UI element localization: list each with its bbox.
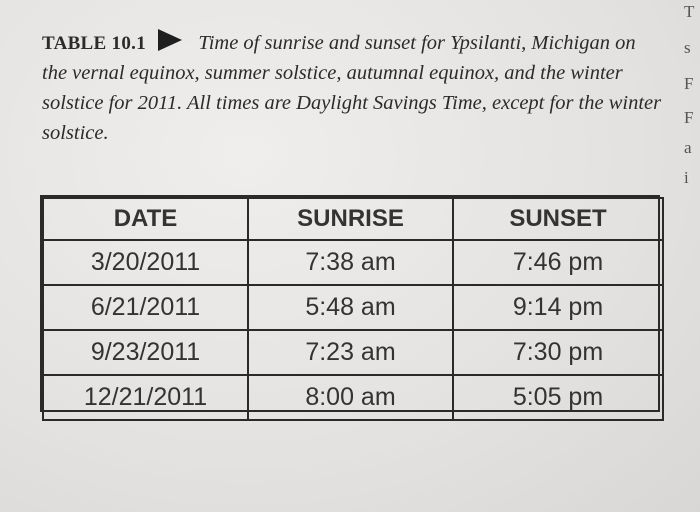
- right-triangle-icon: [158, 29, 182, 51]
- margin-fragment: a: [684, 138, 692, 157]
- cell-date: 12/21/2011: [43, 375, 248, 420]
- cell-sunset: 9:14 pm: [453, 285, 663, 330]
- table-row: [43, 375, 663, 420]
- cell-date: 6/21/2011: [43, 285, 248, 330]
- margin-fragment: F: [684, 108, 694, 127]
- header-date: DATE: [43, 198, 248, 240]
- cell-sunrise: 7:38 am: [248, 240, 453, 285]
- cell-sunset: 7:46 pm: [453, 240, 663, 285]
- cell-date: 9/23/2011: [43, 330, 248, 375]
- cell-sunrise: 7:23 am: [248, 330, 453, 375]
- margin-fragment: F: [684, 74, 694, 93]
- header-sunrise: SUNRISE: [248, 198, 453, 240]
- cell-sunrise: 5:48 am: [248, 285, 453, 330]
- margin-fragment: s: [684, 38, 691, 57]
- margin-fragment: i: [684, 168, 689, 187]
- caption-text: Time of sunrise and sunset for Ypsilanti, Michigan on the vernal equinox, summer solstice, autumnal equinox, and the winter solstice for 2011. All times are Daylight Savings Time, except for the winter solstice.: [42, 32, 662, 144]
- table-caption: [42, 28, 662, 148]
- header-sunset: SUNSET: [453, 198, 663, 240]
- margin-fragment: T: [684, 2, 695, 21]
- cell-date: 3/20/2011: [43, 240, 248, 285]
- table-row: [43, 330, 663, 375]
- table-row: [43, 285, 663, 330]
- table-row: [43, 240, 663, 285]
- table-label: TABLE 10.1: [42, 33, 147, 54]
- cell-sunrise: 8:00 am: [248, 375, 453, 420]
- sun-times-table: [40, 195, 660, 412]
- cell-sunset: 5:05 pm: [453, 375, 663, 420]
- table-header-row: [43, 198, 663, 240]
- cell-sunset: 7:30 pm: [453, 330, 663, 375]
